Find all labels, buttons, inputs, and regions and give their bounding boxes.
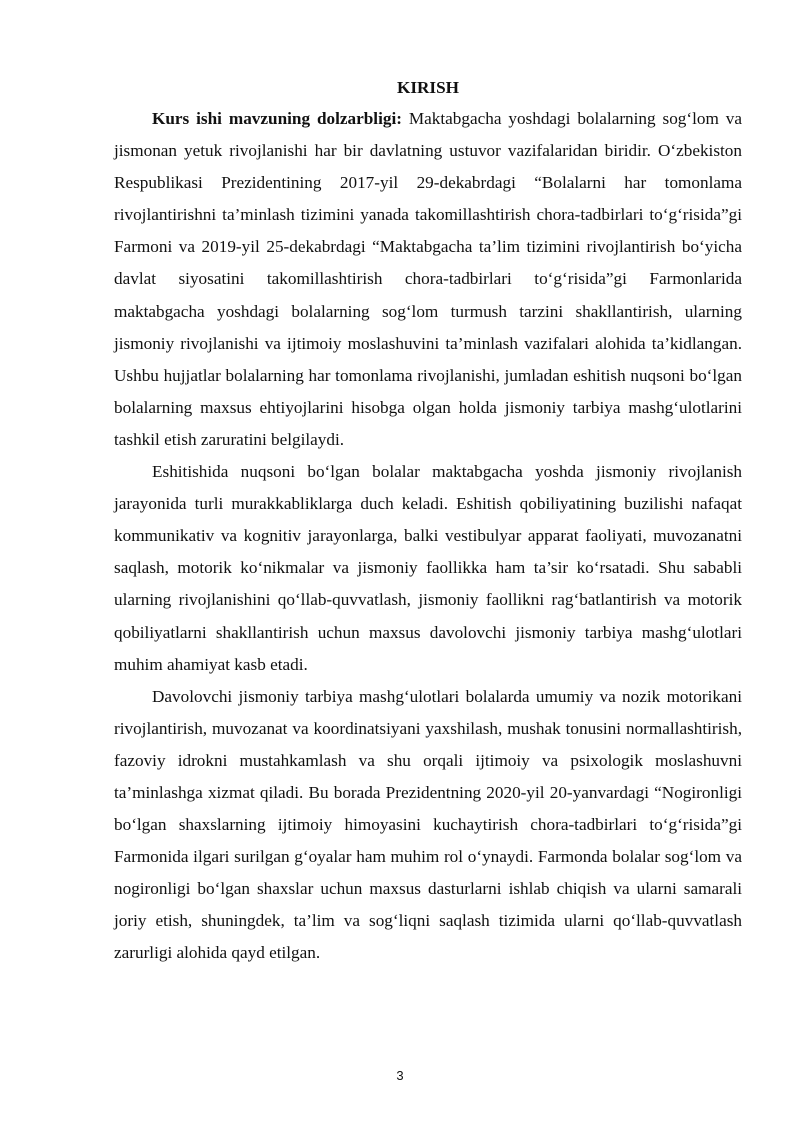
page-content [114, 74, 742, 970]
paragraph-text: Maktabgacha yoshdagi bolalarning sog‘lom va jismonan yetuk rivojlanishi har bir davlatning ustuvor vazifalaridan biridir. O‘zbekiston Respublikasi Prezidentining 2017-yil 29-dekabrdagi “Bolalarni har tomonlama rivojlantirishni ta’minlash tizimini yanada takomillashtirish chora-tadbirlari to‘g‘risida”gi Farmoni va 2019-yil 25-dekabrdagi “Maktabgacha ta’lim tizimini rivojlantirish bo‘yicha davlat siyosatini takomillashtirish chora-tadbirlari to‘g‘risida”gi Farmonlarida maktabgacha yoshdagi bolalarning sog‘lom turmush tarzini shakllantirish, ularning jismoniy rivojlanishi va ijtimoiy moslashuvini ta’minlash vazifalari alohida ta’kidlangan. Ushbu hujjatlar bolalarning har tomonlama rivojlanishi, jumladan eshitish nuqsoni bo‘lgan bolalarning maxsus ehtiyojlarini hisobga olgan holda jismoniy tarbiya mashg‘ulotlarini tashkil etish zaruratini belgilaydi. [114, 109, 742, 449]
paragraph-text: Eshitishida nuqsoni bo‘lgan bolalar maktabgacha yoshda jismoniy rivojlanish jarayonida turli murakkabliklarga duch keladi. Eshitish qobiliyatining buzilishi nafaqat kommunikativ va kognitiv jarayonlarga, balki vestibulyar apparat faoliyati, muvozanatni saqlash, motorik ko‘nikmalar va jismoniy faollikka ham ta’sir ko‘rsatadi. Shu sababli ularning rivojlanishini qo‘llab-quvvatlash, jismoniy faollikni rag‘batlantirish va motorik qobiliyatlarni shakllantirish uchun maxsus davolovchi jismoniy tarbiya mashg‘ulotlari muhim ahamiyat kasb etadi. [114, 462, 742, 674]
paragraph-relevance [114, 103, 742, 456]
paragraph-lead: Kurs ishi mavzuning dolzarbligi: [152, 109, 402, 128]
paragraph-hearing-impairment [114, 456, 742, 681]
page-number: 3 [396, 1068, 404, 1083]
paragraph-therapeutic-exercise [114, 681, 742, 970]
section-heading: KIRISH [396, 78, 460, 97]
paragraph-text: Davolovchi jismoniy tarbiya mashg‘ulotlari bolalarda umumiy va nozik motorikani rivojlantirish, muvozanat va koordinatsiyani yaxshilash, mushak tonusini normallashtirish, fazoviy idrokni mustahkamlash va shu orqali ijtimoiy va psixologik moslashuvni ta’minlashga xizmat qiladi. Bu borada Prezidentning 2020-yil 20-yanvardagi “Nogironligi bo‘lgan shaxslarning ijtimoiy himoyasini kuchaytirish chora-tadbirlari to‘g‘risida”gi Farmonida ilgari surilgan g‘oyalar ham muhim rol o‘ynaydi. Farmonda bolalar sog‘lom va nogironligi bo‘lgan shaxslar uchun maxsus dasturlarni ishlab chiqish va ularni samarali joriy etish, shuningdek, ta’lim va sog‘liqni saqlash tizimida ularni qo‘llab-quvvatlash zarurligi alohida qayd etilgan. [114, 686, 742, 963]
